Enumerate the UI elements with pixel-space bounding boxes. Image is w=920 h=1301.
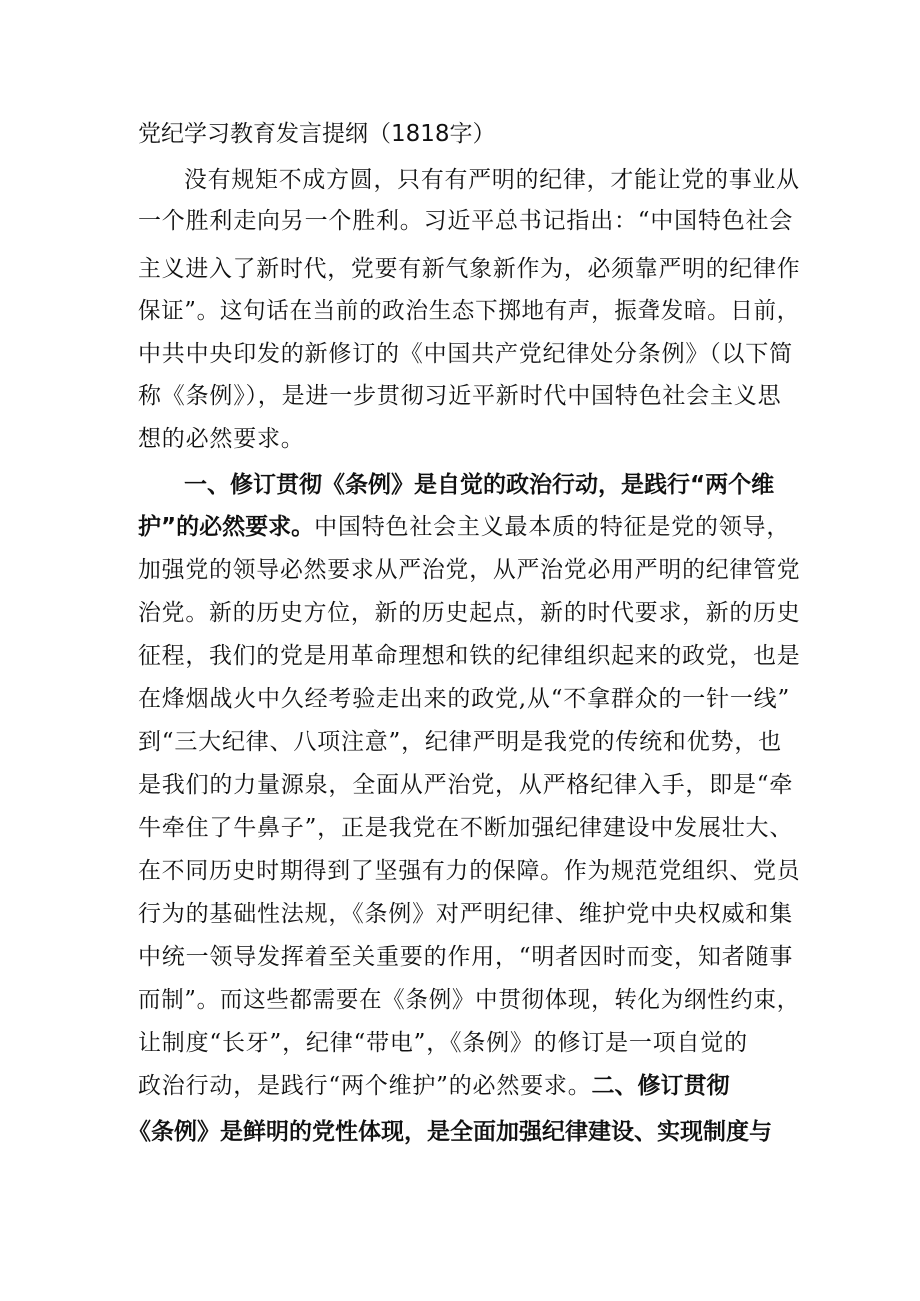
paragraph-text: 中国特色社会主义最本质的特征是党的领导，: [314, 514, 791, 540]
section-heading-1-end: 护”的必然要求。: [138, 514, 315, 540]
section-heading-2: 二、修订贯彻: [591, 1073, 730, 1099]
paragraph-line: 想的必然要求。: [138, 426, 305, 452]
paragraph-line: 行为的基础性法规，《条例》对严明纪律、维护党中央权威和集: [138, 901, 793, 927]
paragraph-line: 主义进入了新时代，党要有新气象新作为，必须靠严明的纪律作: [138, 256, 801, 282]
paragraph-line: 保证”。这句话在当前的政治生态下掷地有声，振聋发暗。日前，: [138, 298, 800, 324]
paragraph-line: 称《条例》），是进一步贯彻习近平新时代中国特色社会主义思: [138, 383, 782, 409]
section-heading-2-continued: 《条例》是鲜明的党性体现，是全面加强纪律建设、实现制度与: [128, 1119, 772, 1145]
paragraph-line: 没有规矩不成方圆，只有有严明的纪律，才能让党的事业从: [184, 167, 800, 193]
paragraph-line: 而制”。而这些都需要在《条例》中贯彻体现，转化为纲性约束，: [138, 987, 800, 1013]
paragraph-line: 中统一领导发挥着至关重要的作用，“明者因时而变，知者随事: [138, 944, 794, 970]
paragraph-line: [138, 1066, 730, 1106]
paragraph-line: 牛牵住了牛鼻子”，正是我党在不断加强纪律建设中发展壮大、: [138, 815, 794, 841]
paragraph-line: 中共中央印发的新修订的《中国共产党纪律处分条例》（以下简: [138, 341, 793, 367]
section-heading-1: 一、修订贯彻《条例》是自觉的政治行动，是践行“两个维: [184, 472, 775, 498]
paragraph-line: 一个胜利走向另一个胜利。习近平总书记指出：“中国特色社会: [138, 208, 794, 234]
paragraph-line: 加强党的领导必然要求从严治党，从严治党必用严明的纪律管党: [138, 557, 801, 583]
paragraph-line: 让制度“长牙”，纪律“带电”，《条例》的修订是一项自觉的: [138, 1030, 748, 1056]
document-title: 党纪学习教育发言提纲（1818字）: [138, 121, 496, 147]
paragraph-line: 治党。新的历史方位，新的历史起点，新的时代要求，新的历史: [138, 600, 801, 626]
paragraph-line: 到“三大纪律、八项注意”，纪律严明是我党的传统和优势，也: [138, 729, 782, 755]
paragraph-line: 征程，我们的党是用革命理想和铁的纪律组织起来的政党，也是: [138, 643, 801, 669]
paragraph-line: 是我们的力量源泉，全面从严治党，从严格纪律入手，即是“牵: [138, 772, 794, 798]
paragraph-text: 政治行动，是践行“两个维护”的必然要求。: [138, 1073, 592, 1099]
paragraph-line: [138, 507, 790, 547]
paragraph-line: 在烽烟战火中久经考验走出来的政党,从“不拿群众的一针一线”: [138, 686, 791, 712]
paragraph-line: 在不同历史时期得到了坚强有力的保障。作为规范党组织、党员: [138, 858, 801, 884]
